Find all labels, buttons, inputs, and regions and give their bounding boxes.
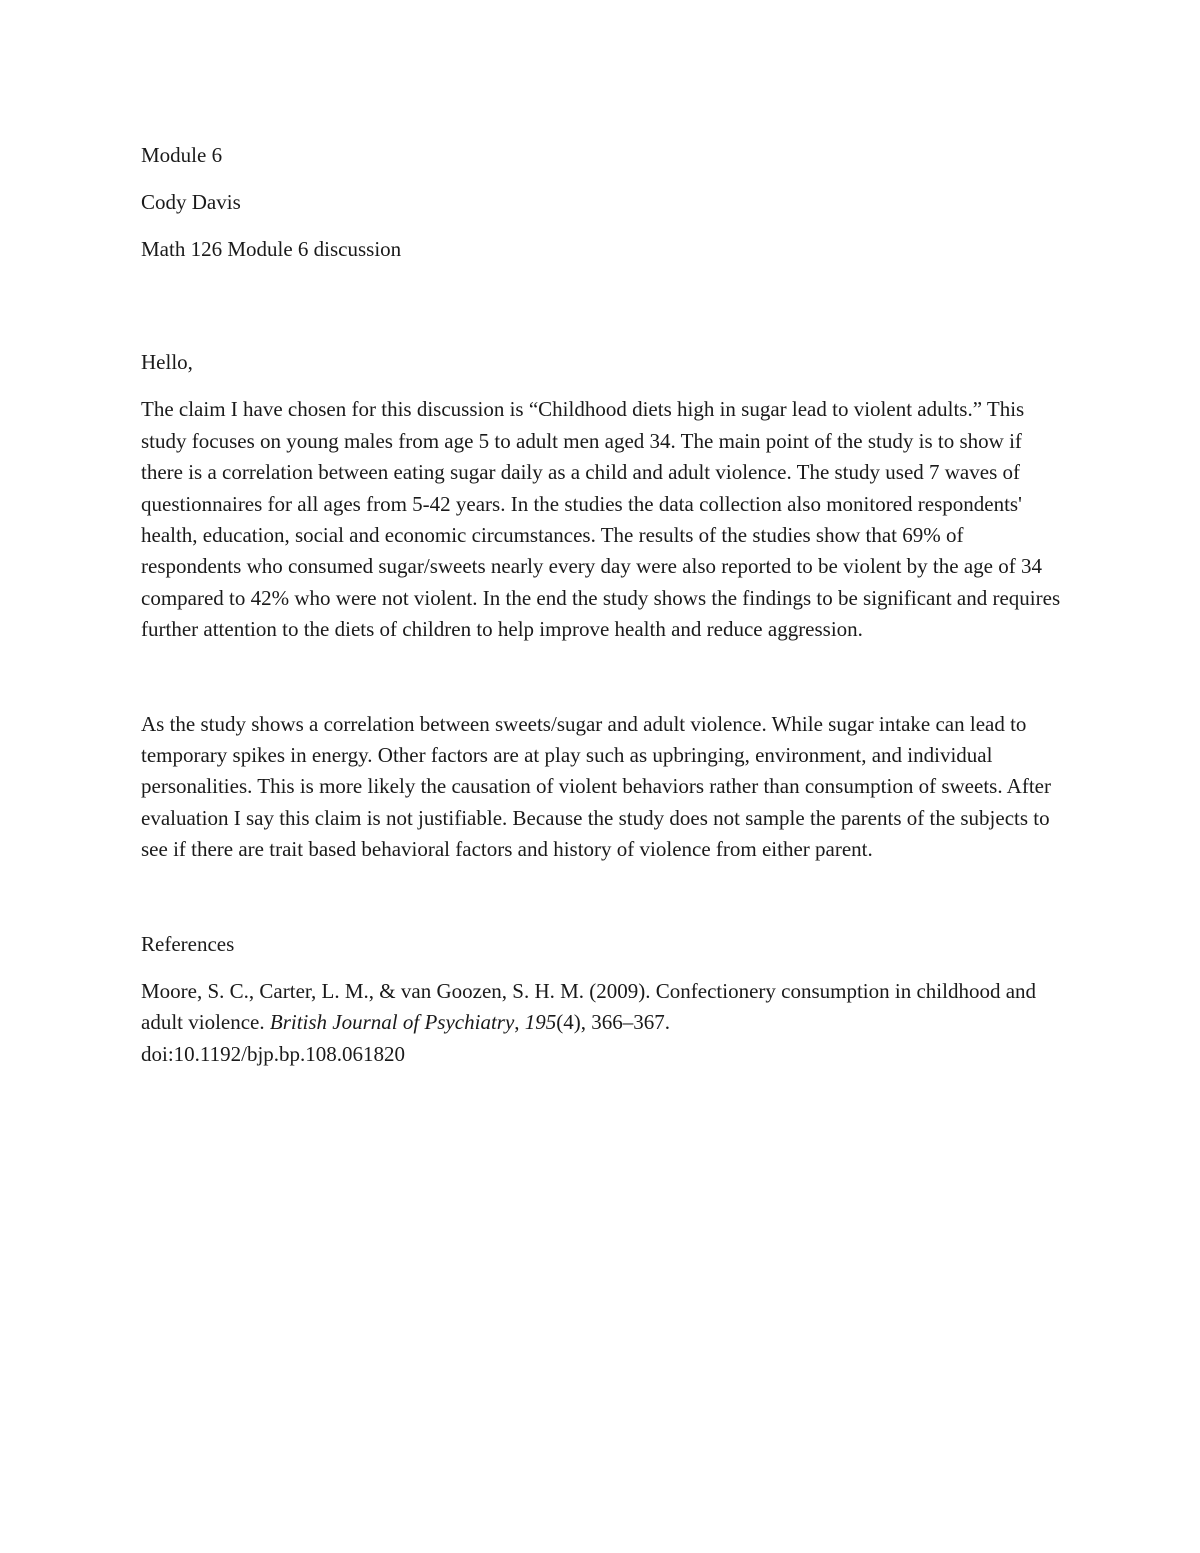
reference-separator: , [514,1010,525,1035]
reference-doi: doi:10.1192/bjp.bp.108.061820 [141,1041,406,1066]
document-page [141,140,1071,1070]
references-heading: References [141,931,235,956]
module-label: Module 6 [141,143,223,167]
author-name: Cody Davis [141,190,241,214]
paragraph-evaluation: As the study shows a correlation between sweets/sugar and adult violence. While sugar intake can lead to temporary spikes in energy. Other factors are at play such as upbringing, environment, and individual personalities. This is more likely the causation of violent behaviors rather than consumption of sweets. After evaluation I say this claim is not justifiable. Because the study does not sample the parents of the subjects to see if there are trait based behavioral factors and history of violence from either parent. [141,711,1051,862]
greeting: Hello, [141,350,193,375]
reference-authors-title: Moore, S. C., Carter, L. M., & van Goozen, S. H. M. (2009). Confectionery consumption in childhood and adult violence. [141,978,1037,1035]
reference-issue-pages: (4), 366–367. [556,1010,671,1035]
course-title: Math 126 Module 6 discussion [141,237,402,261]
paragraph-claim-summary: The claim I have chosen for this discussion is “Childhood diets high in sugar lead to violent adults.” This study focuses on young males from age 5 to adult men aged 34. The main point of the study is to show if there is a correlation between eating sugar daily as a child and adult violence. The study used 7 waves of questionnaires for all ages from 5-42 years. In the studies the data collection also monitored respondents' health, education, social and economic circumstances. The results of the studies show that 69% of respondents who consumed sugar/sweets nearly every day were also reported to be violent by the age of 34 compared to 42% who were not violent. In the end the study shows the findings to be significant and requires further attention to the diets of children to help improve health and reduce aggression. [141,397,1061,642]
reference-journal: British Journal of Psychiatry [269,1010,515,1035]
reference-volume: 195 [524,1010,557,1035]
reference-entry [141,976,1041,1070]
